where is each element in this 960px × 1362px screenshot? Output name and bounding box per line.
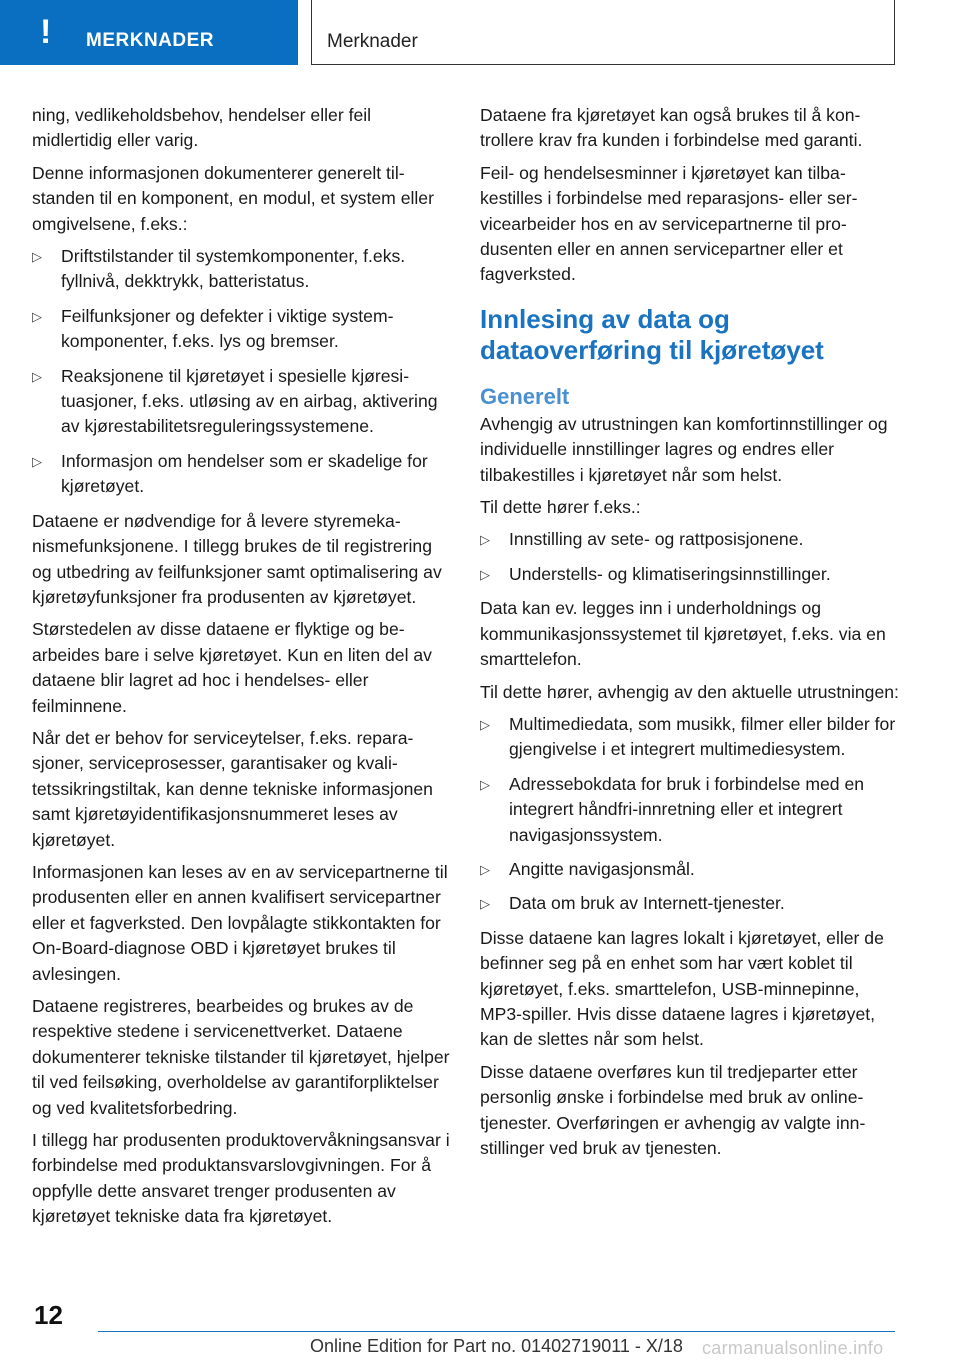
list-item xyxy=(480,857,900,882)
list-item xyxy=(480,891,900,916)
left-column xyxy=(32,103,450,1237)
list-item xyxy=(32,449,450,500)
paragraph: Feil- og hendelsesminner i kjøretøyet kan tilbakestilles i forbindelse med reparasjons- eller servicearbeider hos en av servicepartnerne til produsenten eller en annen servicepartner eller et fagverksted. xyxy=(480,162,858,285)
list-item-text: Angitte navigasjonsmål. xyxy=(509,858,695,879)
list-item xyxy=(480,772,900,848)
paragraph: Når det er behov for serviceytelser, f.eks. reparasjoner, serviceprosesser, garantisaker og kvalitetssikringstiltak, kan denne tekniske informasjonen samt kjøretøyidentifikasjonsnummeret leses av kjøretøyet. xyxy=(32,727,433,850)
list-item xyxy=(32,244,450,295)
list-item xyxy=(480,712,900,763)
paragraph: Til dette hører, avhengig av den aktuelle utrustningen: xyxy=(480,681,899,702)
list-item-text: Innstilling av sete- og rattposisjonene. xyxy=(509,529,804,550)
chapter-tab-label: MERKNADER xyxy=(86,30,214,51)
paragraph: Denne informasjonen dokumenterer generelt tilstanden til en komponent, en modul, et system eller omgivelsene, f.eks.: xyxy=(32,162,434,234)
section-heading: Innlesing av data og dataoverføring til kjøretøyet xyxy=(480,303,824,365)
edition-text: Online Edition for Part no. 01402719011 - X/18 xyxy=(310,1336,683,1356)
chapter-tab xyxy=(0,0,298,65)
list-item-text: Understells- og klimatiseringsinnstillinger. xyxy=(509,563,831,584)
paragraph: Disse dataene kan lagres lokalt i kjøretøyet, eller de befinner seg på en enhet som har vært koblet til kjøretøyet, f.eks. smarttelefon, USB-minnepinne, MP3-spiller. Hvis disse dataene lagres i kjøretøyet, kan de slettes når som helst. xyxy=(480,927,884,1050)
subsection-heading: Generelt xyxy=(480,383,570,409)
list-item xyxy=(480,527,900,552)
triangle-bullet-icon: ▷ xyxy=(480,896,490,912)
bullet-list xyxy=(480,712,900,917)
page-title: Merknader xyxy=(327,31,418,52)
exclamation-icon: ! xyxy=(40,13,52,51)
paragraph: Disse dataene overføres kun til tredjeparter etter personlig ønske i forbindelse med bruk av onlinetjenester. Overføringen er avhengig av valgte innstillinger ved bruk av tjenesten. xyxy=(480,1061,866,1158)
triangle-bullet-icon: ▷ xyxy=(32,249,42,265)
right-column xyxy=(480,103,900,1168)
triangle-bullet-icon: ▷ xyxy=(480,532,490,548)
page-header xyxy=(311,0,895,65)
paragraph: ning, vedlikeholdsbehov, hendelser eller feil midlertidig eller varig. xyxy=(32,105,372,151)
bullet-list xyxy=(480,527,900,587)
paragraph: Dataene fra kjøretøyet kan også brukes til å kontrollere krav fra kunden i forbindelse med garanti. xyxy=(480,105,863,151)
paragraph: Dataene er nødvendige for å levere styremekanismefunksjonene. I tillegg brukes de til registrering og utbedring av feilfunksjoner samt optimalisering av kjøretøyfunksjoner fra produsenten av kjøretøyet. xyxy=(32,510,442,607)
paragraph: Data kan ev. legges inn i underholdnings og kommunikasjonssystemet til kjøretøyet, f.eks. via en smarttelefon. xyxy=(480,598,886,670)
watermark: carmanualsonline.info xyxy=(702,1338,884,1358)
list-item-text: Informasjon om hendelser som er skadelige for kjøretøyet. xyxy=(61,450,428,497)
list-item-text: Feilfunksjoner og defekter i viktige systemkomponenter, f.eks. lys og bremser. xyxy=(61,305,394,352)
page-number: 12 xyxy=(34,1300,63,1330)
triangle-bullet-icon: ▷ xyxy=(32,453,42,469)
list-item-text: Adressebokdata for bruk i forbindelse med en integrert håndfri-innretning eller et integrert navigasjonssystem. xyxy=(509,773,865,845)
list-item-text: Reaksjonene til kjøretøyet i spesielle kjøresituasjoner, f.eks. utløsing av en airbag, aktivering av kjørestabilitetsreguleringssystemene. xyxy=(61,365,438,437)
triangle-bullet-icon: ▷ xyxy=(480,716,490,732)
paragraph: Til dette hører f.eks.: xyxy=(480,497,641,518)
paragraph: Størstedelen av disse dataene er flyktige og bearbeides bare i selve kjøretøyet. Kun en liten del av dataene blir lagret ad hoc i hendelses- eller feilminnene. xyxy=(32,619,432,716)
bullet-list xyxy=(32,244,450,500)
list-item-text: Data om bruk av Internett-tjenester. xyxy=(509,893,785,914)
triangle-bullet-icon: ▷ xyxy=(480,566,490,582)
triangle-bullet-icon: ▷ xyxy=(480,861,490,877)
list-item xyxy=(32,304,450,355)
list-item xyxy=(480,562,900,587)
triangle-bullet-icon: ▷ xyxy=(480,776,490,792)
triangle-bullet-icon: ▷ xyxy=(32,308,42,324)
paragraph: Dataene registreres, bearbeides og brukes av de respektive stedene i servicenettverket. Dataene dokumenterer tekniske tilstander til kjøretøyet, hjelper til ved feilsøking, overholdelse av garantiforpliktelser og ved kvalitetsforbedring. xyxy=(32,996,450,1118)
paragraph: Informasjonen kan leses av en av servicepartnerne til produsenten eller en annen kvalifisert servicepartner eller et fagverksted. Den lovpålagte stikkontakten for On-Board-diagnose OBD i kjøretøyet brukes til avlesingen. xyxy=(32,861,448,984)
triangle-bullet-icon: ▷ xyxy=(32,368,42,384)
footer-divider xyxy=(98,1331,895,1332)
list-item xyxy=(32,364,450,440)
paragraph: I tillegg har produsenten produktovervåkningsansvar i forbindelse med produktansvarslovgivningen. For å oppfylle dette ansvaret trenger produsenten av kjøretøyet tekniske data fra kjøretøyet. xyxy=(32,1130,450,1227)
list-item-text: Driftstilstander til systemkomponenter, f.eks. fyllnivå, dekktrykk, batteristatus. xyxy=(61,246,406,292)
paragraph: Avhengig av utrustningen kan komfortinnstillinger og individuelle innstillinger lagres og endres eller tilbakestilles i kjøretøyet når som helst. xyxy=(480,413,888,485)
list-item-text: Multimediedata, som musikk, filmer eller bilder for gjengivelse i et integrert multimediesystem. xyxy=(509,713,896,760)
